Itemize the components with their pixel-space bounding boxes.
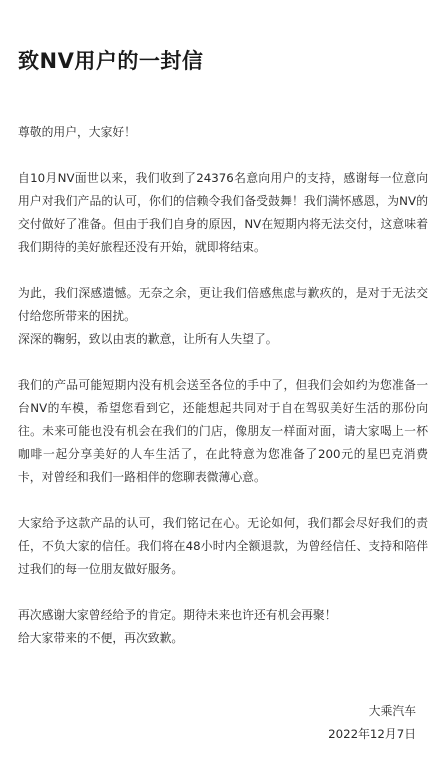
paragraph-compensation: 我们的产品可能短期内没有机会送至各位的手中了，但我们会如约为您准备一台NV的车模，希望您看到它，还能想起共同对于自在驾驭美好生活的那份向往。未来可能也没有机会在我们的门店，像朋友一样面对面，请大家喝上一杯咖啡一起分享美好的人车生活了，在此特意为您准备了200元的星巴克消费卡，对曾经和我们一路相伴的您聊表微薄心意。 (18, 378, 428, 484)
paragraph-apology: 深深的鞠躬，致以由衷的歉意，让所有人失望了。 (18, 332, 278, 346)
letter-title: 致NV用户的一封信 (18, 49, 204, 73)
paragraph-closing: 给大家带来的不便，再次致歉。 (18, 631, 184, 645)
signature-block (328, 700, 416, 746)
paragraph-gap (18, 259, 428, 282)
paragraph-thanks: 再次感谢大家曾经给予的肯定。期待未来也许还有机会再聚！ (18, 608, 337, 622)
paragraph-refund: 大家给予这款产品的认可，我们铭记在心。无论如何，我们都会尽好我们的责任，不负大家的信任。我们将在48小时内全额退款，为曾经信任、支持和陪伴过我们的每一位朋友做好服务。 (18, 516, 428, 576)
signature-company: 大乘汽车 (368, 704, 416, 718)
paragraph-intro: 自10月NV面世以来，我们收到了24376名意向用户的支持，感谢每一位意向用户对我们产品的认可，你们的信赖令我们备受鼓舞！我们满怀感恩，为NV的交付做好了准备。但由于我们自身的原因，NV在短期内将无法交付，这意味着我们期待的美好旅程还没有开始，就即将结束。 (18, 171, 428, 254)
greeting: 尊敬的用户，大家好！ (18, 125, 136, 139)
paragraph-gap (18, 144, 428, 167)
paragraph-gap (18, 581, 428, 604)
signature-date: 2022年12月7日 (328, 727, 416, 741)
paragraph-gap (18, 351, 428, 374)
paragraph-regret: 为此，我们深感遗憾。无奈之余，更让我们倍感焦虑与歉疚的，是对于无法交付给您所带来的困扰。 (18, 286, 428, 323)
paragraph-gap (18, 489, 428, 512)
